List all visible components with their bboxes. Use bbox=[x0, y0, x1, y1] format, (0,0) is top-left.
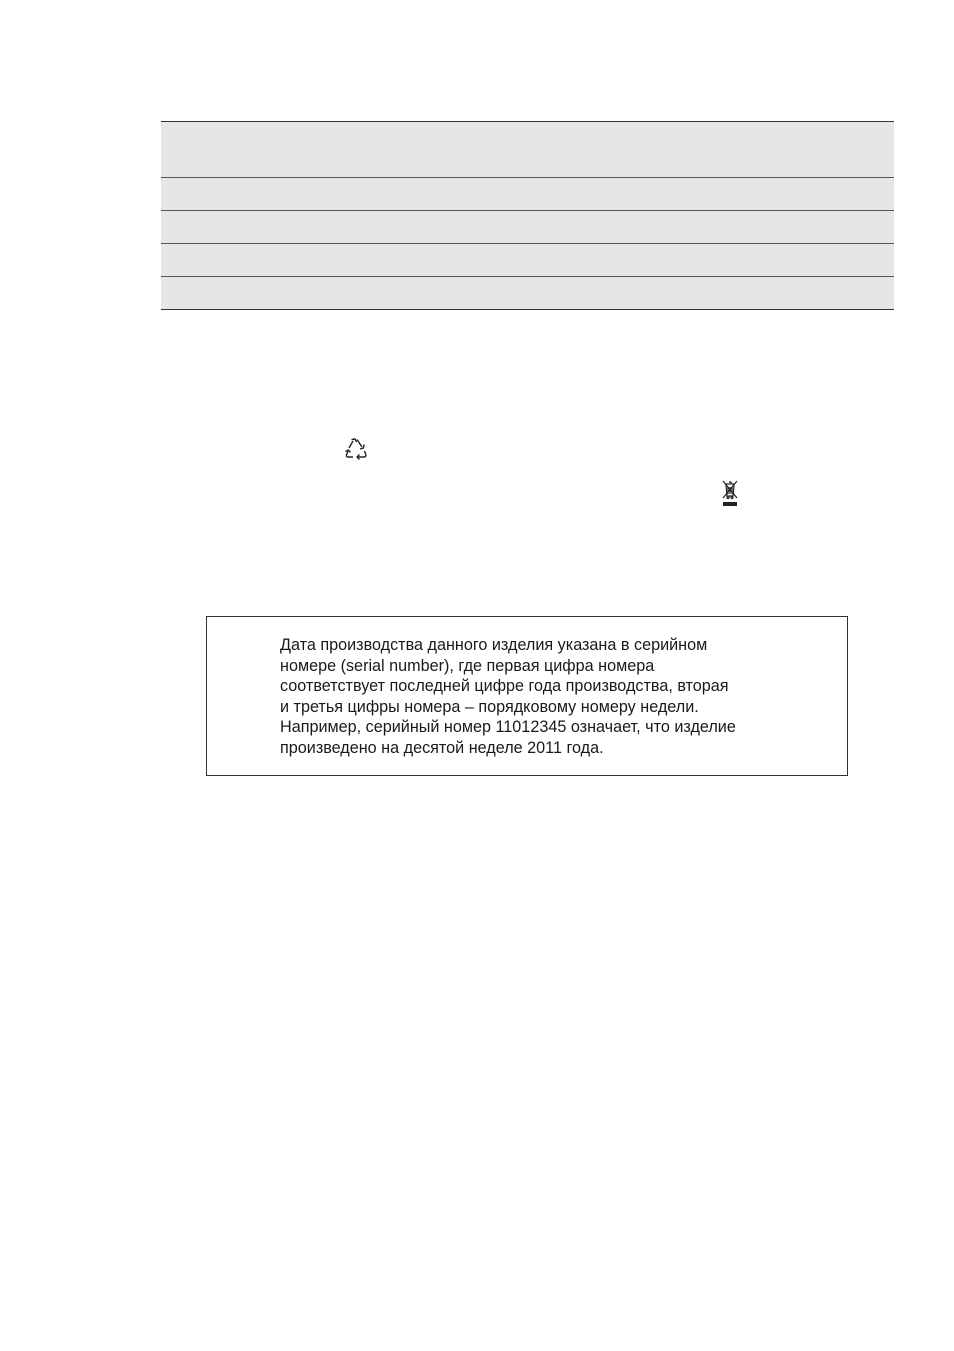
crossed-out-bin-icon bbox=[720, 478, 740, 507]
spec-table bbox=[161, 121, 894, 310]
table-header-row bbox=[161, 122, 894, 178]
table-row bbox=[161, 211, 894, 244]
table-row bbox=[161, 178, 894, 211]
recycle-icon bbox=[342, 436, 370, 464]
table-row bbox=[161, 244, 894, 277]
notice-text: Дата производства данного изделия указана в серийном номере (serial number), где первая цифра номера соответствует последней цифре года производства, вторая и третья цифры номера – порядковому номеру недели. Например, серийный номер 11012345 означает, что изделие произведено на десятой неделе 2011 года. bbox=[280, 636, 736, 757]
table-row bbox=[161, 277, 894, 309]
manufacture-date-notice bbox=[206, 616, 848, 776]
